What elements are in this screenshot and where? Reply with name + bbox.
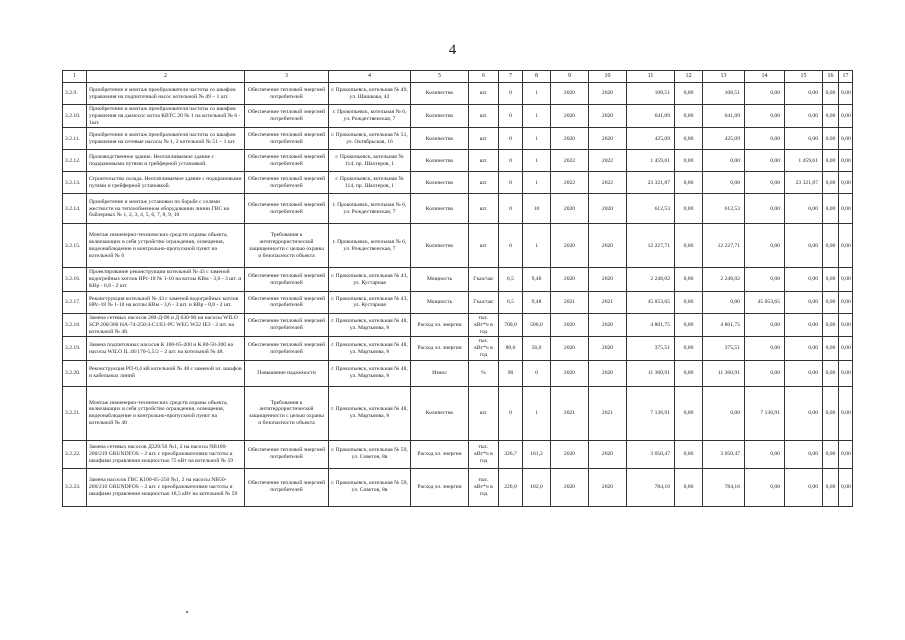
cell-col-3: Обеспечение тепловой энергией потребителей [245,105,329,128]
column-header-2: 2 [87,71,245,83]
cell-col-11: 23 321,87 [627,172,675,194]
cell-col-5: Количество [411,194,469,224]
table-row [63,360,853,386]
table-row [63,194,853,224]
cell-col-2: Монтаж инженерно-технических средств охраны объекта, включающих в себя устройство ограждения, освещения, видеонаблюдение и контрольно-пропускной пункт на котельной № 48 [87,386,245,440]
cell-col-4: г. Прокопьевск, котельная № 51, ул. Октябрьская, 16 [329,128,411,150]
cell-col-6: тыс. кВт*ч в год [469,313,499,336]
cell-col-9: 2020 [551,468,589,506]
cell-col-16: 0,00 [823,105,839,128]
cell-col-13: 641,09 [703,105,745,128]
cell-col-1: 3.2.22. [63,440,87,468]
cell-col-6: тыс. кВт*ч в год [469,440,499,468]
table-row [63,468,853,506]
cell-col-2: Замена подпиточных насосов К 100-65-200 и К 80-50-200 на насосы WILO IL 40/170-5,5/2 – 2 шт. на котельной № 48. [87,337,245,360]
cell-col-3: Обеспечение тепловой энергией потребителей [245,83,329,105]
table-row [63,105,853,128]
cell-col-16: 0,00 [823,83,839,105]
cell-col-3: Обеспечение тепловой энергией потребителей [245,268,329,291]
cell-col-8: 161,2 [523,440,551,468]
table-row [63,440,853,468]
table-row [63,224,853,268]
cell-col-2: Реконструкция котельной № 43 с заменой водогрейных котлов НРс-18 № 1-10 на котлы КВм - 3,6 - 3 шт. и КВр - 0,8 - 2 шт. [87,291,245,313]
cell-col-15: 1 459,61 [785,150,823,172]
cell-col-14: 0,00 [745,105,785,128]
table-row [63,291,853,313]
cell-col-11: 612,53 [627,194,675,224]
cell-col-15: 0,00 [785,337,823,360]
cell-col-7: 90 [499,360,523,386]
cell-col-15: 0,00 [785,386,823,440]
cell-col-6: тыс. кВт*ч в год [469,468,499,506]
cell-col-2: Замена сетевых насосов Д320/50 №1, 2 на насосы NB100-200/219 GRUNDFOS – 2 шт. с преобразователями частоты и шкафами управления мощностью 75 кВт на котельной № 59 [87,440,245,468]
cell-col-12: 0,00 [675,172,703,194]
cell-col-13: 108,51 [703,83,745,105]
cell-col-1: 3.2.17. [63,291,87,313]
cell-col-2: Приобретение и монтаж преобразователя частоты со шкафом управления на сетевые насосы № 1, 2 котельной № 51 – 1 шт. [87,128,245,150]
cell-col-5: Количество [411,172,469,194]
cell-col-5: Расход эл. энергии [411,468,469,506]
cell-col-17: 0,00 [839,224,853,268]
cell-col-15: 0,00 [785,360,823,386]
works-table [62,70,853,507]
cell-col-7: 0 [499,105,523,128]
cell-col-7: 0 [499,172,523,194]
table-row [63,150,853,172]
column-header-15: 15 [785,71,823,83]
cell-col-8: 56,0 [523,337,551,360]
cell-col-14: 0,00 [745,128,785,150]
column-number-row [63,71,853,83]
cell-col-16: 0,00 [823,194,839,224]
cell-col-12: 0,00 [675,313,703,336]
cell-col-16: 0,00 [823,150,839,172]
cell-col-4: г. Прокопьевск, котельная № 6, ул. Рождественская, 7 [329,105,411,128]
cell-col-10: 2022 [589,150,627,172]
cell-col-11: 7 136,91 [627,386,675,440]
cell-col-9: 2020 [551,268,589,291]
cell-col-15: 0,00 [785,313,823,336]
cell-col-1: 3.2.10. [63,105,87,128]
cell-col-5: Износ [411,360,469,386]
cell-col-7: 0 [499,128,523,150]
cell-col-15: 23 321,87 [785,172,823,194]
cell-col-1: 3.2.14. [63,194,87,224]
cell-col-13: 0,00 [703,150,745,172]
cell-col-3: Обеспечение тепловой энергией потребителей [245,468,329,506]
cell-col-14: 0,00 [745,194,785,224]
cell-col-5: Количество [411,128,469,150]
cell-col-3: Обеспечение тепловой энергией потребителей [245,337,329,360]
cell-col-14: 0,00 [745,83,785,105]
column-header-5: 5 [411,71,469,83]
cell-col-3: Обеспечение тепловой энергией потребителей [245,440,329,468]
cell-col-12: 0,00 [675,360,703,386]
cell-col-12: 0,00 [675,150,703,172]
cell-col-8: 1 [523,150,551,172]
column-header-9: 9 [551,71,589,83]
cell-col-17: 0,00 [839,386,853,440]
cell-col-17: 0,00 [839,268,853,291]
cell-col-8: 9,48 [523,268,551,291]
cell-col-4: г. Прокопьевск, котельная № 48, ул. Мартьяова, 8 [329,313,411,336]
cell-col-6: шт. [469,150,499,172]
cell-col-10: 2021 [589,386,627,440]
cell-col-1: 3.2.15. [63,224,87,268]
cell-col-2: Проектирование реконструкции котельной № 43 с заменой водогрейных котлов НРс-18 № 1-10 на котлы КВм - 3,6 - 3 шт. и КВр - 0,8 - 2 шт. [87,268,245,291]
cell-col-11: 425,09 [627,128,675,150]
column-header-12: 12 [675,71,703,83]
cell-col-14: 0,00 [745,313,785,336]
cell-col-9: 2020 [551,337,589,360]
cell-col-1: 3.2.19. [63,337,87,360]
cell-col-3: Обеспечение тепловой энергией потребителей [245,128,329,150]
column-header-6: 6 [469,71,499,83]
column-header-10: 10 [589,71,627,83]
cell-col-4: г. Прокопьевск, котельная № 48, ул. Мартьяова, 8 [329,337,411,360]
cell-col-14: 0,00 [745,150,785,172]
cell-col-3: Требования к антитеррористической защищенности с целью охраны и безопасности объекта [245,224,329,268]
cell-col-16: 0,00 [823,291,839,313]
cell-col-17: 0,00 [839,150,853,172]
cell-col-10: 2022 [589,172,627,194]
cell-col-1: 3.2.13. [63,172,87,194]
footer-mark [186,611,188,613]
cell-col-2: Замена насосов ГВС К100-65-250 №1, 2 на насосы NB50-200/210 GRUNDFOS – 2 шт. с преобразователями частоты и шкафами управления мощностью 18,5 кВт на котельной № 59 [87,468,245,506]
cell-col-6: шт. [469,83,499,105]
table-row [63,313,853,336]
cell-col-16: 0,00 [823,313,839,336]
cell-col-6: тыс. кВт*ч в год [469,337,499,360]
cell-col-10: 2020 [589,194,627,224]
cell-col-8: 9,48 [523,291,551,313]
cell-col-15: 0,00 [785,291,823,313]
cell-col-14: 7 136,91 [745,386,785,440]
cell-col-12: 0,00 [675,468,703,506]
cell-col-3: Повышение надежности [245,360,329,386]
cell-col-4: г. Прокопьевск, котельная № 114, пр. Шахтеров, 1 [329,150,411,172]
cell-col-10: 2020 [589,83,627,105]
cell-col-9: 2022 [551,150,589,172]
cell-col-9: 2020 [551,194,589,224]
cell-col-1: 3.2.21. [63,386,87,440]
cell-col-12: 0,00 [675,128,703,150]
cell-col-17: 0,00 [839,291,853,313]
cell-col-16: 0,00 [823,128,839,150]
cell-col-15: 0,00 [785,268,823,291]
cell-col-8: 1 [523,224,551,268]
cell-col-13: 375,51 [703,337,745,360]
cell-col-10: 2020 [589,313,627,336]
cell-col-16: 0,00 [823,224,839,268]
cell-col-6: шт. [469,386,499,440]
cell-col-7: 700,0 [499,313,523,336]
cell-col-17: 0,00 [839,194,853,224]
cell-col-9: 2020 [551,128,589,150]
cell-col-8: 1 [523,83,551,105]
cell-col-9: 2020 [551,105,589,128]
cell-col-12: 0,00 [675,386,703,440]
cell-col-9: 2020 [551,440,589,468]
cell-col-4: г. Прокопьевск, котельная № 6, ул. Рождественская, 7 [329,224,411,268]
cell-col-8: 10 [523,194,551,224]
cell-col-10: 2020 [589,360,627,386]
cell-col-4: г. Прокопьевск, котельная № 43, ул. Кустарная [329,268,411,291]
cell-col-15: 0,00 [785,83,823,105]
cell-col-5: Мощность [411,268,469,291]
cell-col-5: Количество [411,224,469,268]
cell-col-2: Производственное здание. Неотапливаемое здание с подкрановыми путями и грейферной установкой. [87,150,245,172]
cell-col-12: 0,00 [675,224,703,268]
cell-col-9: 2020 [551,313,589,336]
cell-col-11: 2 248,02 [627,268,675,291]
cell-col-5: Мощность [411,291,469,313]
cell-col-16: 0,00 [823,172,839,194]
cell-col-10: 2020 [589,268,627,291]
cell-col-9: 2021 [551,291,589,313]
cell-col-10: 2020 [589,440,627,468]
cell-col-15: 0,00 [785,128,823,150]
cell-col-7: 0 [499,224,523,268]
cell-col-1: 3.2.9. [63,83,87,105]
cell-col-4: г. Прокопьевск, котельная № 6, ул. Рождественская, 7 [329,194,411,224]
cell-col-9: 2020 [551,83,589,105]
cell-col-7: 0 [499,194,523,224]
cell-col-1: 3.2.20. [63,360,87,386]
cell-col-6: шт. [469,224,499,268]
cell-col-14: 0,00 [745,360,785,386]
cell-col-14: 0,00 [745,268,785,291]
cell-col-11: 375,51 [627,337,675,360]
cell-col-3: Обеспечение тепловой энергией потребителей [245,291,329,313]
table-row [63,268,853,291]
cell-col-11: 12 227,71 [627,224,675,268]
cell-col-17: 0,00 [839,360,853,386]
cell-col-5: Количество [411,150,469,172]
cell-col-7: 6,5 [499,291,523,313]
cell-col-7: 326,7 [499,440,523,468]
cell-col-17: 0,00 [839,337,853,360]
cell-col-15: 0,00 [785,440,823,468]
cell-col-17: 0,00 [839,468,853,506]
cell-col-17: 0,00 [839,313,853,336]
column-header-14: 14 [745,71,785,83]
cell-col-9: 2021 [551,386,589,440]
cell-col-14: 0,00 [745,440,785,468]
cell-col-4: г. Прокопьевск, котельная № 48, ул. Мартьяова, 8 [329,386,411,440]
column-header-7: 7 [499,71,523,83]
table-row [63,83,853,105]
cell-col-4: г. Прокопьевск, котельная № 49, ул. Шишкова, 42 [329,83,411,105]
cell-col-15: 0,00 [785,105,823,128]
column-header-4: 4 [329,71,411,83]
cell-col-16: 0,00 [823,468,839,506]
cell-col-14: 0,00 [745,224,785,268]
column-header-17: 17 [839,71,853,83]
cell-col-10: 2020 [589,468,627,506]
cell-col-8: 1 [523,128,551,150]
column-header-13: 13 [703,71,745,83]
cell-col-9: 2022 [551,172,589,194]
cell-col-6: шт. [469,128,499,150]
cell-col-11: 11 360,91 [627,360,675,386]
cell-col-8: 500,0 [523,313,551,336]
cell-col-7: 220,0 [499,468,523,506]
cell-col-13: 612,53 [703,194,745,224]
cell-col-12: 0,00 [675,440,703,468]
column-header-11: 11 [627,71,675,83]
cell-col-16: 0,00 [823,386,839,440]
cell-col-3: Обеспечение тепловой энергией потребителей [245,172,329,194]
cell-col-15: 0,00 [785,194,823,224]
cell-col-11: 4 801,75 [627,313,675,336]
cell-col-16: 0,00 [823,360,839,386]
cell-col-2: Приобретение и монтаж преобразователя частоты со шкафом управления на дымосос котла КВТС 20 № 1 на котельной № 6 - 1шт. [87,105,245,128]
cell-col-4: г. Прокопьевск, котельная № 59, ул. Советов, 8в [329,440,411,468]
cell-col-3: Обеспечение тепловой энергией потребителей [245,313,329,336]
cell-col-12: 0,00 [675,337,703,360]
cell-col-13: 3 050,47 [703,440,745,468]
column-header-16: 16 [823,71,839,83]
cell-col-7: 0 [499,150,523,172]
cell-col-13: 425,09 [703,128,745,150]
table-row [63,337,853,360]
cell-col-6: Гкал/час [469,268,499,291]
cell-col-3: Обеспечение тепловой энергией потребителей [245,150,329,172]
cell-col-13: 11 360,91 [703,360,745,386]
cell-col-11: 108,51 [627,83,675,105]
cell-col-2: Приобретение и монтаж установки по борьбе с солями жесткости на теплообменном оборудовании линии ГВС на бойлерных № 1, 2, 3, 4, 5, 6, 7, 8, 9, 10 [87,194,245,224]
cell-col-6: % [469,360,499,386]
cell-col-8: 1 [523,105,551,128]
cell-col-12: 0,00 [675,194,703,224]
cell-col-6: шт. [469,194,499,224]
cell-col-7: 80,0 [499,337,523,360]
cell-col-1: 3.2.16. [63,268,87,291]
cell-col-13: 4 801,75 [703,313,745,336]
cell-col-4: г. Прокопьевск, котельная № 114, пр. Шахтеров, 1 [329,172,411,194]
cell-col-17: 0,00 [839,440,853,468]
cell-col-7: 0 [499,386,523,440]
cell-col-14: 0,00 [745,468,785,506]
cell-col-5: Расход эл. энергии [411,440,469,468]
cell-col-13: 0,00 [703,291,745,313]
cell-col-4: г. Прокопьевск, котельная № 48, ул. Мартьяова, 8 [329,360,411,386]
cell-col-5: Количество [411,105,469,128]
cell-col-5: Расход эл. энергии [411,337,469,360]
cell-col-8: 102,0 [523,468,551,506]
cell-col-12: 0,00 [675,268,703,291]
cell-col-10: 2020 [589,224,627,268]
cell-col-16: 0,00 [823,337,839,360]
cell-col-9: 2020 [551,224,589,268]
cell-col-1: 3.2.18. [63,313,87,336]
cell-col-7: 0 [499,83,523,105]
table-row [63,172,853,194]
cell-col-17: 0,00 [839,172,853,194]
cell-col-9: 2020 [551,360,589,386]
cell-col-15: 0,00 [785,224,823,268]
cell-col-11: 641,09 [627,105,675,128]
cell-col-4: г. Прокопьевск, котельная № 43, ул. Кустарная [329,291,411,313]
cell-col-7: 6,5 [499,268,523,291]
cell-col-13: 784,16 [703,468,745,506]
cell-col-2: Монтаж инженерно-технических средств охраны объекта, включающих в себя устройство ограждения, освещения, видеонаблюдение и контрольно-пропускной пункт на котельной № 6 [87,224,245,268]
cell-col-8: 1 [523,386,551,440]
cell-col-11: 45 053,65 [627,291,675,313]
cell-col-10: 2021 [589,291,627,313]
cell-col-6: Гкал/час [469,291,499,313]
cell-col-12: 0,00 [675,105,703,128]
cell-col-1: 3.2.23. [63,468,87,506]
cell-col-12: 0,00 [675,291,703,313]
cell-col-17: 0,00 [839,128,853,150]
cell-col-14: 45 053,65 [745,291,785,313]
column-header-8: 8 [523,71,551,83]
cell-col-10: 2020 [589,105,627,128]
cell-col-5: Количество [411,386,469,440]
cell-col-13: 2 248,02 [703,268,745,291]
cell-col-11: 784,16 [627,468,675,506]
cell-col-17: 0,00 [839,83,853,105]
cell-col-8: 0 [523,360,551,386]
cell-col-2: Реконструкция РП-0,4 кВ котельной № 48 с заменой эл. шкафов и кабельных линий [87,360,245,386]
cell-col-11: 3 050,47 [627,440,675,468]
cell-col-3: Требования к антитеррористической защищенности с целью охраны и безопасности объекта [245,386,329,440]
cell-col-13: 12 227,71 [703,224,745,268]
cell-col-14: 0,00 [745,172,785,194]
cell-col-6: шт. [469,172,499,194]
cell-col-1: 3.2.11. [63,128,87,150]
table-body [63,83,853,507]
cell-col-15: 0,00 [785,468,823,506]
cell-col-2: Строительство склада. Неотапливаемое здание с подкрановыми путями и грейферной установкой. [87,172,245,194]
cell-col-16: 0,00 [823,268,839,291]
column-header-1: 1 [63,71,87,83]
cell-col-10: 2020 [589,128,627,150]
cell-col-17: 0,00 [839,105,853,128]
page-number: 4 [448,42,457,58]
cell-col-6: шт. [469,105,499,128]
cell-col-5: Расход эл. энергии [411,313,469,336]
table-row [63,386,853,440]
table-row [63,128,853,150]
cell-col-3: Обеспечение тепловой энергией потребителей [245,194,329,224]
cell-col-11: 1 459,61 [627,150,675,172]
cell-col-5: Количество [411,83,469,105]
cell-col-14: 0,00 [745,337,785,360]
cell-col-2: Замена сетевых насосов 200-Д-90 и Д 630-90 на насосы WILO SCP 200/360 HA-74-250/4-C1/E1-PC WEG W22 IE3 - 2 шт. на котельной № 48. [87,313,245,336]
cell-col-8: 1 [523,172,551,194]
cell-col-4: г. Прокопьевск, котельная № 59, ул. Советов, 8в [329,468,411,506]
column-header-3: 3 [245,71,329,83]
cell-col-13: 0,00 [703,386,745,440]
cell-col-1: 3.2.12. [63,150,87,172]
cell-col-2: Приобретение и монтаж преобразователя частоты со шкафом управления на подпиточный насос котельной № 49 – 1 шт. [87,83,245,105]
cell-col-12: 0,00 [675,83,703,105]
cell-col-13: 0,00 [703,172,745,194]
cell-col-10: 2020 [589,337,627,360]
cell-col-16: 0,00 [823,440,839,468]
